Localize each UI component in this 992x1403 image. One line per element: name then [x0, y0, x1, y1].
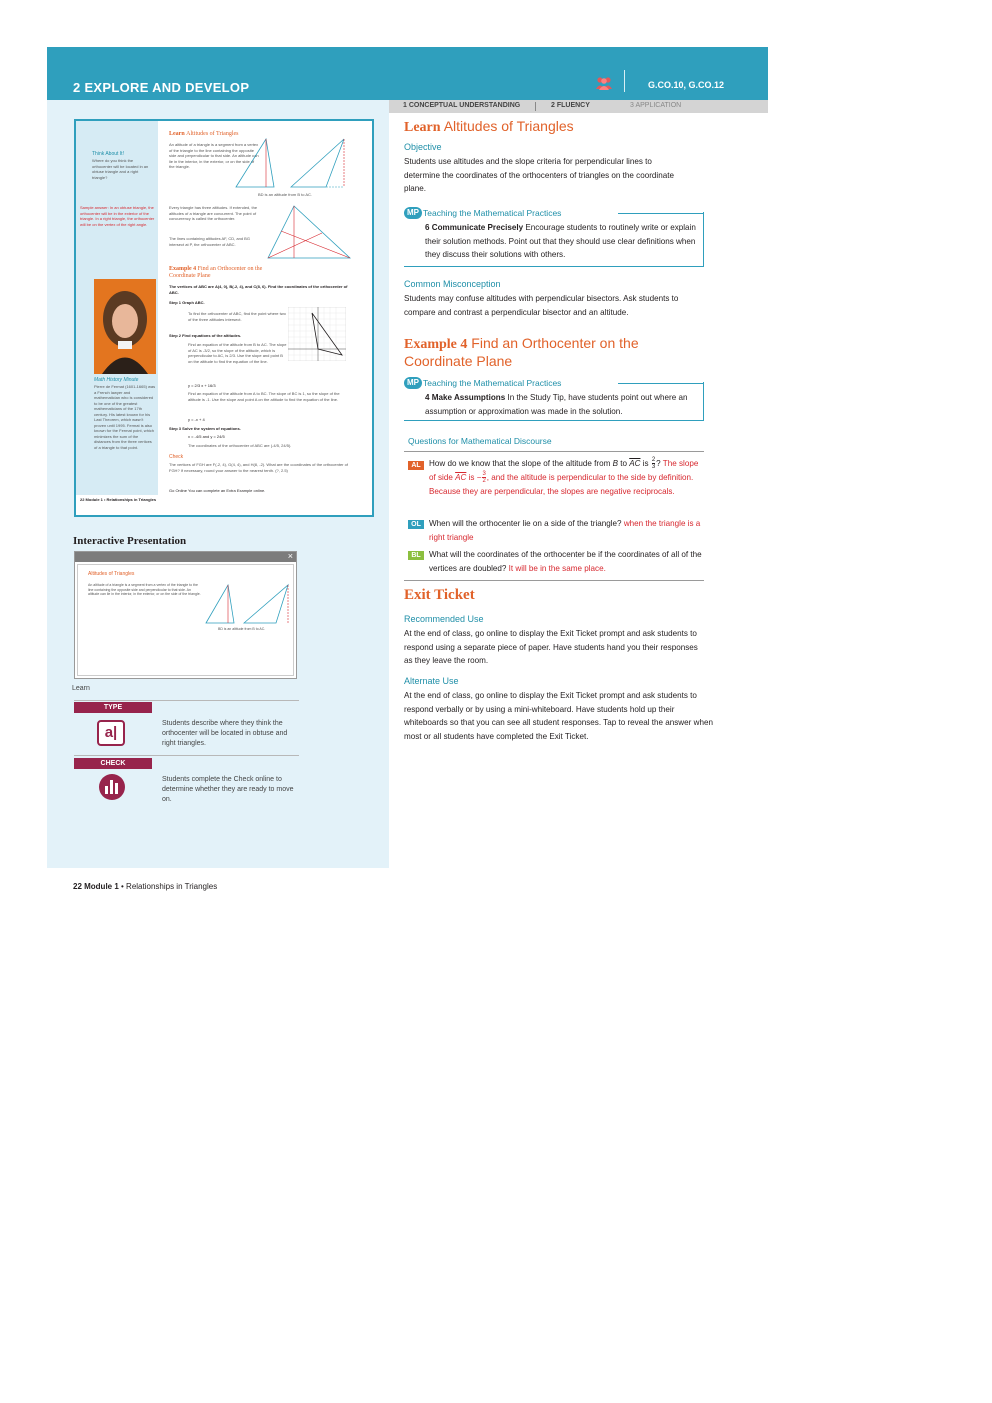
se-altitude-caption: BD is an altitude from B to AC.	[258, 192, 313, 197]
learn-title: Altitudes of Triangles	[443, 118, 574, 134]
se-step2-eq2: y = -x + 4	[188, 417, 205, 422]
misconception-title: Common Misconception	[404, 279, 501, 289]
recommended-use-text: At the end of class, go online to display the Exit Ticket prompt and ask students to respond using a separate piece of paper. Have students hand you their responses as they leave the room.	[404, 629, 698, 665]
discourse-rule	[404, 451, 704, 452]
math-history-portrait	[94, 279, 156, 374]
mp-title: Teaching the Mathematical Practices	[423, 378, 562, 388]
se-check-text: The vertices of FGH are F(-2, 4), G(4, 4), and H(8, -2). What are the coordinates of the orthocenter of FGH? If necessary, round your answer to the nearest tenth. (?, 2.5)	[169, 462, 348, 473]
mp-practice-text: In the Study Tip, have students point out where an assumption or approximation was made in the solution.	[425, 393, 688, 416]
se-altitude-def: An altitude of a triangle is a segment from a vertex of the triangle to the line containing the opposite side and perpendicular to that side. An altitude can lie in the interior, in the exterior, or on the side of the triangle.	[169, 142, 259, 169]
mp-practice-text: Encourage students to routinely write or explain their solution methods. Point out that they should use clear definitions when they discuss their solutions with others.	[425, 223, 696, 259]
example-title: Find an Orthocenter on the Coordinate Plane	[404, 335, 639, 369]
se-sample-answer: Sample answer: In an obtuse triangle, the orthocenter will be in the exterior of the triangle. In a right triangle, the orthocenter will be on the vertex of the right angle.	[80, 205, 155, 227]
example-heading	[404, 335, 694, 370]
section-header	[47, 47, 768, 100]
chart-icon	[99, 774, 125, 800]
se-step1: Step 1 Graph ABC.	[169, 300, 205, 305]
type-description: Students describe where they think the orthocenter will be located in obtuse and right triangles.	[162, 720, 288, 747]
ol-answer: when the triangle is a right triangle	[429, 519, 701, 542]
tab-fluency[interactable]: 2 FLUENCY	[551, 102, 590, 109]
type-icon: a|	[97, 720, 125, 746]
se-think-title: Think About It!	[92, 151, 124, 157]
mp-box-2	[404, 378, 704, 421]
mp-icon: MP	[404, 377, 422, 389]
row-divider	[74, 755, 299, 756]
ol-badge: OL	[408, 520, 424, 529]
se-step2-eq1: y = 2/3 x + 16/3	[188, 383, 216, 388]
al-question: How do we know that the slope of the altitude from B to $\overline{AC}$ is $\frac{2}{3}$ ? The slope of side $\overline{AC}$ is − $\frac{3}{2}$ , and the altitude is perpendicular to the side by definition. Because they are perpendicular, the slopes are negative reciprocals.	[429, 457, 699, 496]
ip-slide-title: Altitudes of Triangles	[88, 571, 135, 577]
mp-icon: MP	[404, 207, 422, 219]
se-step2: Step 2 Find equations of the altitudes.	[169, 333, 242, 338]
bl-question: What will the coordinates of the orthocenter be if the coordinates of all of the vertices are doubled? It will be in the same place.	[429, 550, 702, 573]
se-learn-title: Learn Altitudes of Triangles	[169, 131, 239, 137]
se-history-text: Pierre de Fermat (1601-1665) was a French lawyer and mathematician who is considered to be one of the greatest mathematicians of the 17th century. His latest known for his Last Theorem, which wasn't proven until 1995. Fermat is also known for the Fermat point, which minimizes the sum of the distances from the three vertices of a triangle to that point.	[94, 384, 156, 450]
se-go-online: Go Online You can complete an Extra Example online.	[169, 488, 266, 493]
ol-question: When will the orthocenter lie on a side of the triangle? when the triangle is a right triangle	[429, 519, 701, 542]
discourse-end-rule	[404, 580, 704, 581]
section-title: 2 EXPLORE AND DEVELOP	[73, 80, 250, 95]
interactive-presentation-title: Interactive Presentation	[73, 535, 187, 547]
learn-heading	[404, 118, 714, 136]
example-label: Example 4	[404, 337, 468, 352]
se-step3-eq: x = -4/5 and y = 24/5	[188, 434, 225, 439]
tab-divider	[535, 102, 536, 111]
type-badge: TYPE	[74, 702, 152, 713]
mp-rule	[618, 213, 704, 214]
mp-text-1	[425, 221, 697, 262]
header-divider	[624, 70, 625, 92]
se-example-prompt: The vertices of ABC are A(4, 0), B(-2, 4), and C(8, 6). Find the coordinates of the orthocenter of ABC.	[169, 284, 348, 295]
mp-text-2	[425, 391, 697, 418]
tab-conceptual[interactable]: 1 CONCEPTUAL UNDERSTANDING	[403, 102, 521, 109]
mp-practice-name: 6 Communicate Precisely	[425, 223, 524, 232]
objective-text: Students use altitudes and the slope criteria for perpendicular lines to determine the coordinates of the orthocenters of triangles on the coordinate plane.	[404, 157, 674, 193]
se-coordinate-grid	[288, 307, 346, 361]
close-icon[interactable]: ×	[287, 551, 293, 561]
al-answer: The slope of side $\overline{AC}$ is − $\frac{3}{2}$ , and the altitude is perpendicular to the side by definition. Because they are perpendicular, the slopes are negative reciprocals.	[429, 459, 699, 496]
se-orthocenter-note: The lines containing altitudes AF, CD, and BG intersect at P, the orthocenter of ABC.	[169, 236, 250, 247]
mp-practice-name: 4 Make Assumptions	[425, 393, 506, 402]
standards-label: G.CO.10, G.CO.12	[648, 80, 725, 90]
check-badge: CHECK	[74, 758, 152, 769]
se-triangle-figures	[226, 135, 346, 193]
student-edition-page	[74, 119, 374, 517]
ip-slide	[77, 564, 294, 676]
page-footer	[73, 882, 217, 891]
se-step3-text: The coordinates of the orthocenter of ABC are (-4/5, 24/5).	[188, 443, 292, 448]
tab-application[interactable]: 3 APPLICATION	[630, 102, 682, 109]
ip-caption: Learn	[72, 685, 90, 692]
se-step2-text: Find an equation of the altitude from B to AC. The slope of AC is -3/2, so the slope of the altitude, which is perpendicular to AC, is 2/3. Use the slope and point B on the altitude to find the equation of the line.	[188, 342, 287, 364]
portrait-illustration	[94, 279, 156, 374]
check-description: Students complete the Check online to determine whether they are ready to move on.	[162, 776, 294, 803]
ip-slide-text: An altitude of a triangle is a segment from a vertex of the triangle to the line containing the opposite side and perpendicular to that side. An altitude can lie in the interior, in the exterior, or on the side of the triangle.	[88, 583, 201, 596]
misconception-text: Students may confuse altitudes with perpendicular bisectors. Ask students to compare and contrast a perpendicular bisector and an altitude.	[404, 294, 679, 317]
se-step2-text2: Find an equation of the altitude from A to BC. The slope of BC is 1, so the slope of the altitude is -1. Use the slope and point A on the altitude to find the equation of the line.	[188, 391, 340, 402]
se-example-title: Example 4 Find an Orthocenter on the Coordinate Plane	[169, 266, 263, 279]
mp-title: Teaching the Mathematical Practices	[423, 208, 562, 218]
al-badge: AL	[408, 461, 424, 470]
se-page-footer: 22 Module 1 • Relationships in Triangles	[80, 497, 157, 502]
alternate-use-title: Alternate Use	[404, 676, 459, 686]
objective-title: Objective	[404, 142, 442, 152]
se-step1-text: To find the orthocenter of ABC, find the point where two of the three altitudes intersect.	[188, 311, 286, 322]
bl-answer: It will be in the same place.	[508, 564, 606, 573]
bl-badge: BL	[408, 551, 424, 560]
se-orthocenter-text: Every triangle has three altitudes. If extended, the altitudes of a triangle are concurrent. The point of concurrency is called the orthocenter.	[169, 205, 258, 221]
row-divider	[74, 700, 299, 701]
ip-title-bar	[75, 552, 296, 562]
mp-rule	[618, 383, 704, 384]
alternate-use-text: At the end of class, go online to display the Exit Ticket prompt and ask students to respond verbally or by using a mini-whiteboard. Have students hold up their whiteboards so that you can see all student responses. Tap to reveal the answer when most or all students have completed the Exit Ticket.	[404, 691, 713, 741]
learn-label: Learn	[404, 120, 441, 135]
group-icon	[595, 76, 613, 90]
footer-title: • Relationships in Triangles	[118, 882, 218, 891]
se-history-title: Math History Minute	[94, 377, 139, 383]
footer-module: 22 Module 1	[73, 882, 119, 891]
ip-slide-caption: BD is an altitude from B to AC.	[218, 627, 266, 631]
se-step3: Step 3 Solve the system of equations.	[169, 426, 241, 431]
recommended-use-title: Recommended Use	[404, 614, 484, 624]
mp-box-1	[404, 208, 704, 267]
discourse-title: Questions for Mathematical Discourse	[408, 436, 552, 446]
ip-slide-figure	[202, 581, 292, 627]
exit-ticket-title: Exit Ticket	[404, 587, 475, 603]
interactive-presentation-frame[interactable]	[74, 551, 297, 679]
se-check-title: Check	[169, 454, 184, 460]
progression-tabs	[389, 100, 768, 113]
se-orthocenter-figure	[264, 203, 356, 263]
se-think-text: Where do you think the orthocenter will be located in an obtuse triangle and a right triangle?	[92, 158, 149, 180]
